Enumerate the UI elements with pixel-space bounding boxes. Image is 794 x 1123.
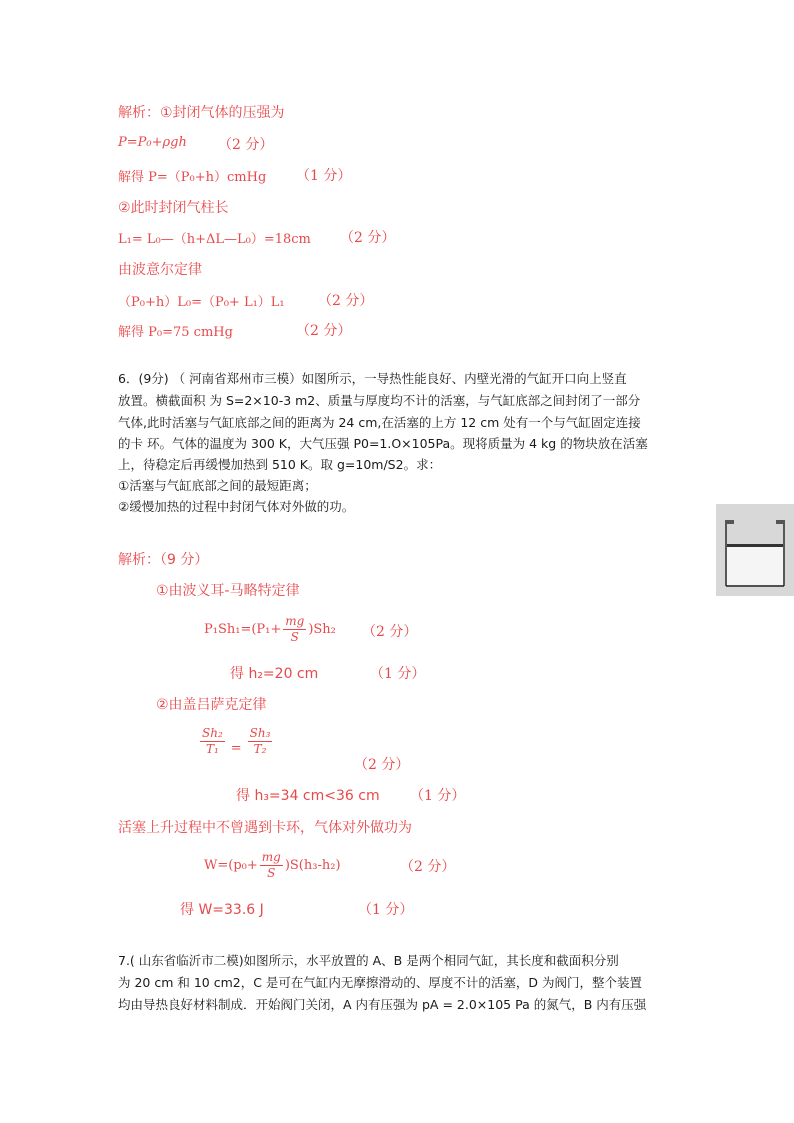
sol6-title: 解析：（9 分） [118,552,209,568]
sol6-eq2 [198,726,274,757]
sol5-eq2-score: （1 分） [296,168,352,184]
sol6-res3: 得 W=33.6 J [180,902,264,918]
q6-line6: ①活塞与气缸底部之间的最短距离； [118,478,317,493]
sol6-res2: 得 h₃=34 cm<36 cm [236,788,380,804]
sol6-eq3-fraction [260,850,283,881]
sol6-eq3-right: )S(h₃-h₂) [284,858,341,873]
sol6-res3-score: （1 分） [358,902,414,918]
sol6-eq3-frac-num: mg [261,850,281,864]
q7-line2: 为 20 cm 和 10 cm2，C 是可在气缸内无摩擦滑动的、厚度不计的活塞，D 为阀门，整个装置 [118,975,643,990]
sol5-eq1: P=P₀+ρgh [118,135,187,150]
sol6-eq2-equals: = [230,741,242,756]
sol6-step1: ①由波义耳-马略特定律 [156,583,300,599]
sol5-eq2: 解得 P=（P₀+h）cmHg [118,170,267,185]
sol5-step2: ②此时封闭气柱长 [118,200,229,216]
sol6-eq3 [204,850,341,881]
sol6-eq2-frac1-den: T₁ [205,742,219,756]
sol6-eq1-fraction [283,614,306,645]
sol6-res1: 得 h₂=20 cm [230,666,319,682]
sol6-eq2-frac2-num: Sh₃ [249,726,271,740]
sol5-eq4-score: （2 分） [318,293,374,309]
sol5-eq5: 解得 P₀=75 cmHg [118,325,233,340]
sol6-res1-score: （1 分） [370,666,426,682]
sol6-eq2-frac2-den: T₂ [253,742,267,756]
q6-line3: 气体,此时活塞与气缸底部之间的距离为 24 cm,在活塞的上方 12 cm 处有一个与气缸固定连接 [118,415,641,430]
sol6-eq1-score: （2 分） [362,624,418,640]
clamp-ring-right [776,520,784,524]
clamp-ring-left [726,520,734,524]
sol6-eq1-frac-den: S [290,630,299,644]
sol6-eq1 [204,614,336,645]
sol5-law: 由波意尔定律 [118,262,202,278]
sol6-eq3-left: W=(p₀+ [204,858,258,873]
sol6-step2: ②由盖吕萨克定律 [156,697,267,713]
sol6-eq2-frac1-num: Sh₂ [202,726,223,740]
cylinder-figure [716,504,794,596]
sol5-title: 解析：①封闭气体的压强为 [118,105,285,121]
sol5-eq4: （P₀+h）L₀=（P₀+ L₁）L₁ [118,295,285,310]
sol6-eq1-frac-num: mg [285,614,305,628]
q6-line5: 上，待稳定后再缓慢加热到 510 K。取 g=10m/S2。求： [118,457,442,472]
piston [727,544,783,547]
q6-line1: 6．(9分) （ 河南省郑州市三模）如图所示，一导热性能良好、内壁光滑的气缸开口向上竖直 [118,371,627,386]
sol5-eq5-score: （2 分） [296,323,352,339]
sol6-eq2-fraction1 [200,726,225,757]
q6-line7: ②缓慢加热的过程中封闭气体对外做的功。 [118,499,355,514]
sol6-eq2-score: （2 分） [354,757,410,773]
sol5-eq1-score: （2 分） [218,137,274,153]
q7-line3: 均由导热良好材料制成．开始阀门关闭，A 内有压强为 pA = 2.0×105 Pa 的氮气，B 内有压强 [118,997,647,1012]
sol6-eq3-score: （2 分） [400,859,456,875]
sol6-res2-score: （1 分） [410,788,466,804]
sol6-note: 活塞上升过程中不曾遇到卡环，气体对外做功为 [118,820,412,836]
q6-line2: 放置。横截面积 为 S=2×10-3 m2、质量与厚度均不计的活塞，与气缸底部之间封闭了一部分 [118,393,641,408]
q6-line4: 的卡 环。气体的温度为 300 K，大气压强 P0=1.O×105Pa。现将质量为 4 kg 的物块放在活塞 [118,436,648,451]
sol6-eq1-left: P₁Sh₁=(P₁+ [204,622,282,637]
sol5-eq3: L₁= L₀—（h+ΔL—L₀）=18cm [118,232,311,247]
sol6-eq1-right: )Sh₂ [308,622,336,637]
sol5-eq3-score: （2 分） [340,230,396,246]
sol6-eq2-fraction2 [248,726,273,757]
q7-line1: 7.( 山东省临沂市二模)如图所示，水平放置的 A、B 是两个相同气缸，其长度和截面积分别 [118,953,619,968]
sol6-eq3-frac-den: S [267,866,276,880]
